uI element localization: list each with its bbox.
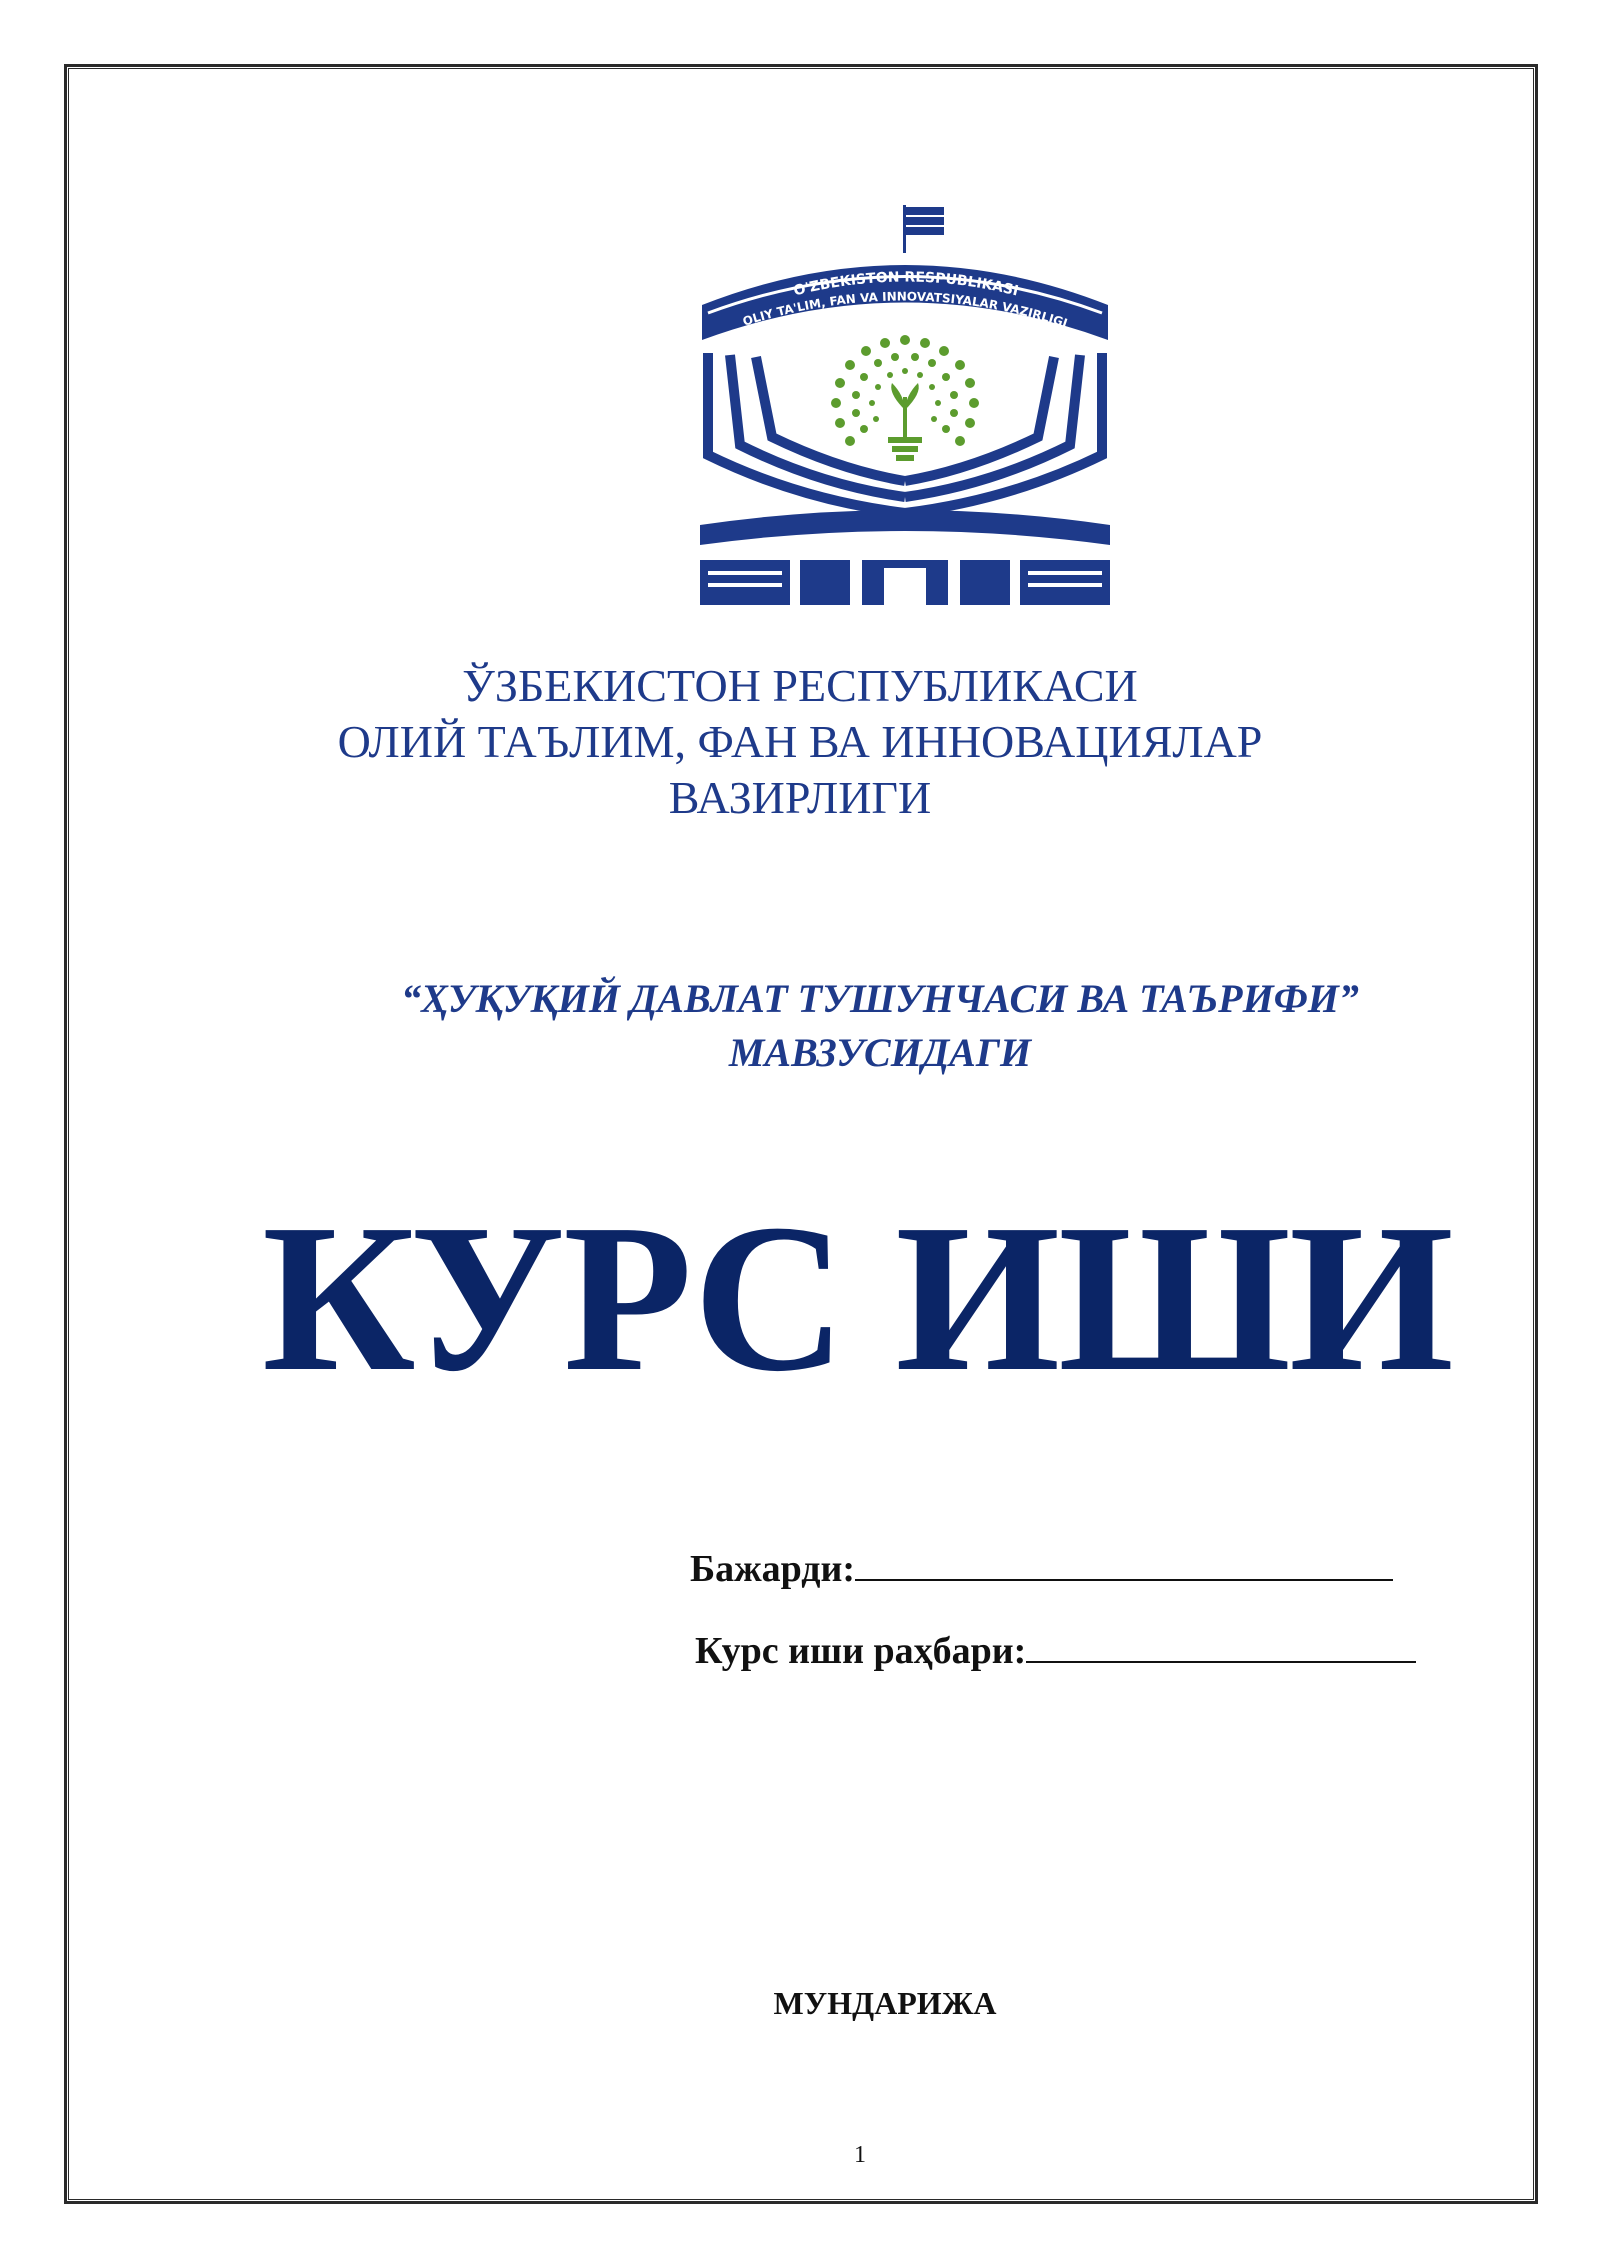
ministry-line-3: ВАЗИРЛИГИ <box>668 772 932 823</box>
topic-heading <box>0 972 1600 1080</box>
performer-blank-line[interactable] <box>855 1545 1393 1581</box>
toc-heading: МУНДАРИЖА <box>773 1985 997 2021</box>
performer-label: Бажарди: <box>690 1548 856 1590</box>
logo-arc-text-2: OLIY TA'LIM, FAN VA INNOVATSIYALAR VAZIRLIGI <box>741 289 1070 331</box>
page-number: 1 <box>854 2142 866 2168</box>
performer-field <box>690 1545 1393 1591</box>
supervisor-field <box>695 1627 1416 1673</box>
document-title: КУРС ИШИ <box>262 1180 1452 1415</box>
ministry-line-1: ЎЗБЕКИСТОН РЕСПУБЛИКАСИ <box>462 660 1138 711</box>
ministry-line-2: ОЛИЙ ТАЪЛИМ, ФАН ВА ИННОВАЦИЯЛАР <box>337 716 1263 767</box>
logo-arc-text-1: O'ZBEKISTON RESPUBLIKASI <box>792 269 1020 300</box>
ministry-heading <box>0 658 1600 826</box>
columns-icon <box>700 560 1110 605</box>
topic-line-1: “ҲУҚУҚИЙ ДАВЛАТ ТУШУНЧАСИ ВА ТАЪРИФИ” <box>401 976 1359 1021</box>
supervisor-blank-line[interactable] <box>1026 1627 1416 1663</box>
tree-icon <box>831 335 979 461</box>
supervisor-label: Курс иши раҳбари: <box>695 1630 1027 1672</box>
flag-icon <box>906 207 944 235</box>
topic-line-2: МАВЗУСИДАГИ <box>728 1030 1032 1075</box>
ministry-logo <box>700 205 1110 605</box>
